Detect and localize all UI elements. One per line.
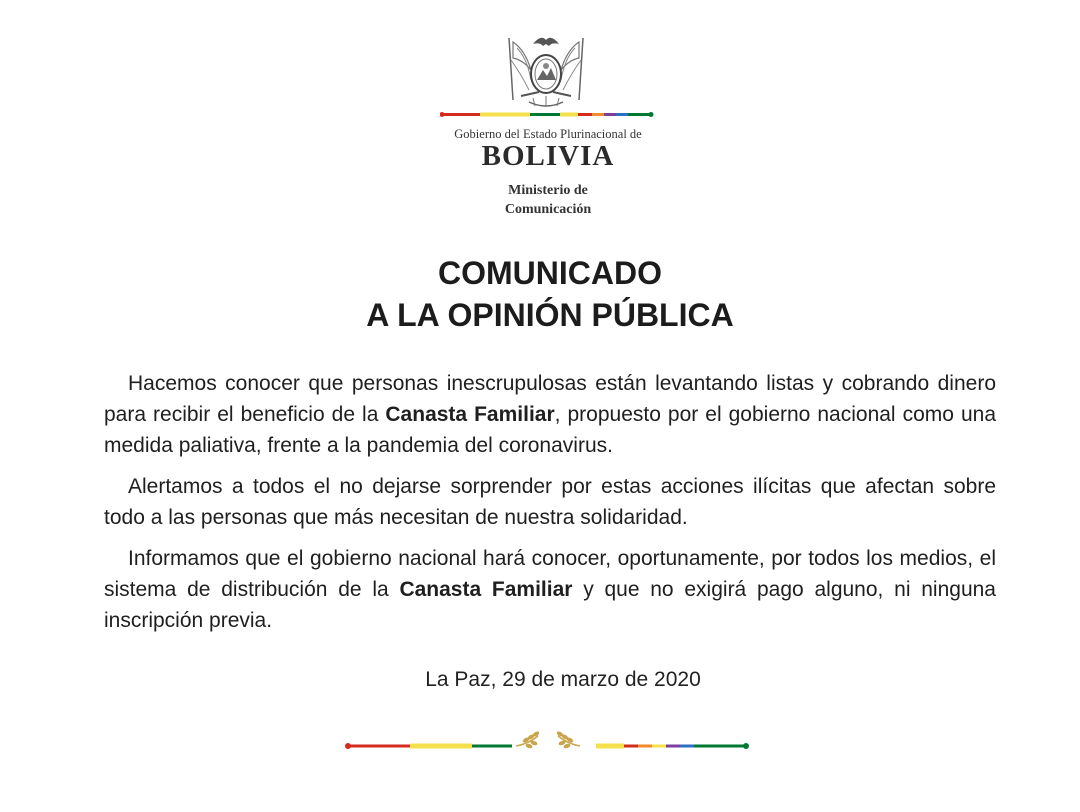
paragraph-1 <box>104 368 996 461</box>
coat-of-arms-icon <box>503 30 589 110</box>
government-line: Gobierno del Estado Plurinacional de <box>454 127 642 141</box>
wheat-sprig-icon <box>557 731 580 748</box>
date-line: La Paz, 29 de marzo de 2020 <box>425 668 701 691</box>
paragraph-2-text: Alertamos a todos el no dejarse sorprender por estas acciones ilícitas que afectan sobre todo a las personas que más necesitan de nuestra solidaridad. <box>104 475 996 529</box>
page-title <box>0 252 1080 336</box>
paragraph-2 <box>104 471 996 533</box>
country-name: BOLIVIA <box>481 140 615 172</box>
ministry-line-2: Comunicación <box>504 202 592 217</box>
paragraph-1-text-b: , propuesto por el gobierno nacional como una medida paliativa, frente a la pandemia del coronavirus. <box>104 403 997 457</box>
statement-body <box>104 368 996 646</box>
paragraph-3-bold: Canasta Familiar <box>399 578 573 601</box>
paragraph-3 <box>104 543 996 636</box>
header-color-bar <box>440 112 654 117</box>
footer-decoration <box>340 722 760 762</box>
paragraph-3-text-b: y que no exigirá pago alguno, ni ninguna inscripción previa. <box>104 578 996 632</box>
title-line-1: COMUNICADO <box>438 255 662 291</box>
title-line-2: A LA OPINIÓN PÚBLICA <box>366 297 734 333</box>
wheat-sprig-icon <box>516 731 539 748</box>
ministry-name <box>430 181 666 219</box>
paragraph-3-text-a: Informamos que el gobierno nacional hará conocer, oportunamente, por todos los medios, el sistema de distribución de la <box>104 547 996 601</box>
ministry-line-1: Ministerio de <box>508 183 588 198</box>
paragraph-1-text-a: Hacemos conocer que personas inescrupulosas están levantando listas y cobrando dinero para recibir el beneficio de la <box>104 372 996 426</box>
paragraph-1-bold: Canasta Familiar <box>385 403 555 426</box>
